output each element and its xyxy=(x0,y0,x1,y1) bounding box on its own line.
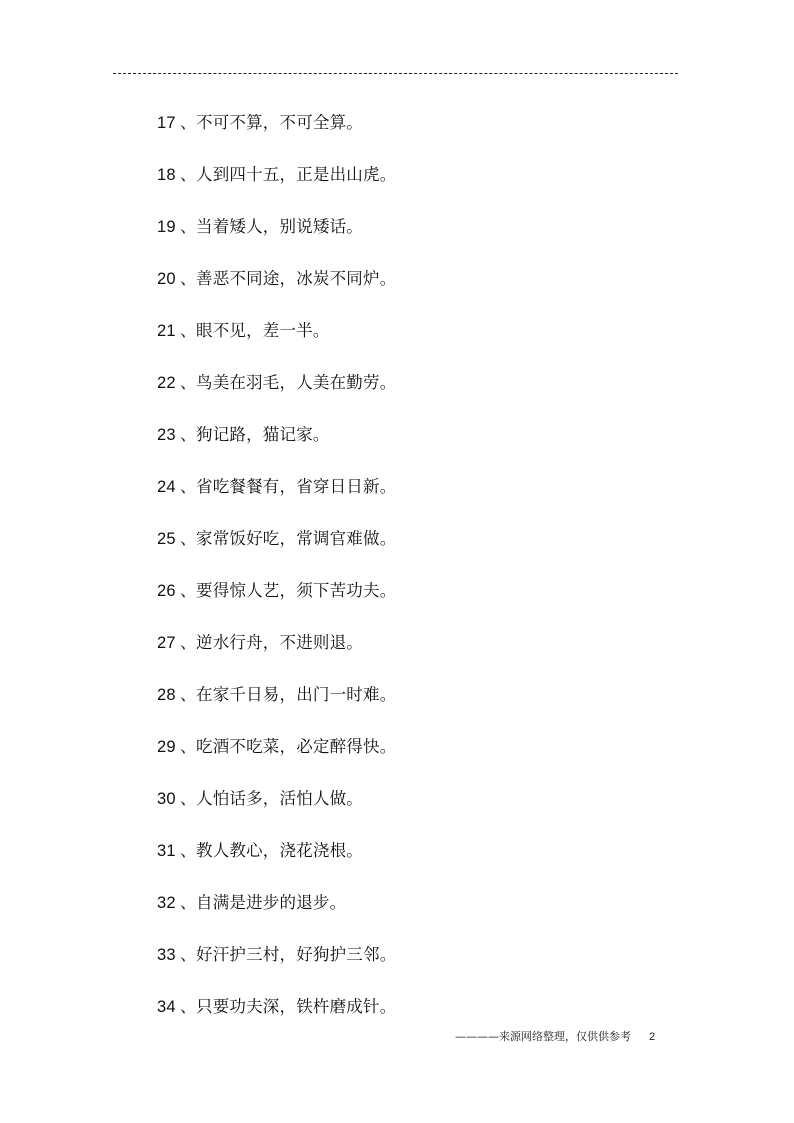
footer-source-note: ————来源网络整理，仅供供参考 xyxy=(455,1030,631,1043)
list-item xyxy=(157,733,677,785)
item-number: 30 xyxy=(157,790,176,808)
item-separator: 、 xyxy=(180,789,197,808)
item-number: 28 xyxy=(157,686,176,704)
item-text: 当着矮人，别说矮话。 xyxy=(196,217,363,236)
item-text: 鸟美在羽毛，人美在勤劳。 xyxy=(196,373,397,392)
item-separator: 、 xyxy=(180,841,197,860)
item-number: 26 xyxy=(157,582,176,600)
item-number: 23 xyxy=(157,426,176,444)
proverb-list xyxy=(157,109,677,1045)
item-separator: 、 xyxy=(180,581,197,600)
item-separator: 、 xyxy=(180,165,197,184)
item-number: 31 xyxy=(157,842,176,860)
page-number: 2 xyxy=(649,1031,656,1043)
item-text: 教人教心，浇花浇根。 xyxy=(196,841,363,860)
list-item xyxy=(157,473,677,525)
item-text: 只要功夫深，铁杵磨成针。 xyxy=(196,997,397,1016)
list-item xyxy=(157,889,677,941)
list-item xyxy=(157,213,677,265)
item-text: 眼不见，差一半。 xyxy=(196,321,330,340)
item-text: 人到四十五，正是出山虎。 xyxy=(196,165,397,184)
item-number: 17 xyxy=(157,114,176,132)
item-separator: 、 xyxy=(180,217,197,236)
item-number: 33 xyxy=(157,946,176,964)
item-text: 人怕话多，活怕人做。 xyxy=(196,789,363,808)
list-item xyxy=(157,681,677,733)
item-number: 18 xyxy=(157,166,176,184)
item-text: 自满是进步的退步。 xyxy=(196,893,347,912)
item-number: 20 xyxy=(157,270,176,288)
header-dashed-rule xyxy=(113,73,678,74)
item-text: 家常饭好吃，常调官难做。 xyxy=(196,529,397,548)
list-item xyxy=(157,317,677,369)
list-item xyxy=(157,161,677,213)
item-text: 逆水行舟，不进则退。 xyxy=(196,633,363,652)
item-separator: 、 xyxy=(180,945,197,964)
item-text: 省吃餐餐有，省穿日日新。 xyxy=(196,477,397,496)
item-text: 要得惊人艺，须下苦功夫。 xyxy=(196,581,397,600)
list-item xyxy=(157,577,677,629)
item-number: 25 xyxy=(157,530,176,548)
item-text: 在家千日易，出门一时难。 xyxy=(196,685,397,704)
item-separator: 、 xyxy=(180,269,197,288)
item-separator: 、 xyxy=(180,893,197,912)
item-separator: 、 xyxy=(180,321,197,340)
list-item xyxy=(157,837,677,889)
item-separator: 、 xyxy=(180,477,197,496)
item-separator: 、 xyxy=(180,737,197,756)
list-item xyxy=(157,109,677,161)
page-footer xyxy=(455,1029,685,1045)
item-text: 吃酒不吃菜，必定醉得快。 xyxy=(196,737,397,756)
item-number: 27 xyxy=(157,634,176,652)
item-number: 19 xyxy=(157,218,176,236)
item-separator: 、 xyxy=(180,425,197,444)
list-item xyxy=(157,525,677,577)
list-item xyxy=(157,785,677,837)
item-number: 34 xyxy=(157,998,176,1016)
item-separator: 、 xyxy=(180,373,197,392)
item-number: 22 xyxy=(157,374,176,392)
list-item xyxy=(157,629,677,681)
item-number: 21 xyxy=(157,322,176,340)
item-separator: 、 xyxy=(180,633,197,652)
item-separator: 、 xyxy=(180,529,197,548)
list-item xyxy=(157,421,677,473)
list-item xyxy=(157,369,677,421)
list-item xyxy=(157,265,677,317)
item-text: 善恶不同途，冰炭不同炉。 xyxy=(196,269,397,288)
item-number: 24 xyxy=(157,478,176,496)
item-number: 29 xyxy=(157,738,176,756)
item-text: 不可不算，不可全算。 xyxy=(196,113,363,132)
item-text: 狗记路，猫记家。 xyxy=(196,425,330,444)
item-number: 32 xyxy=(157,894,176,912)
item-separator: 、 xyxy=(180,997,197,1016)
item-separator: 、 xyxy=(180,113,197,132)
item-text: 好汗护三村，好狗护三邻。 xyxy=(196,945,397,964)
list-item xyxy=(157,941,677,993)
item-separator: 、 xyxy=(180,685,197,704)
